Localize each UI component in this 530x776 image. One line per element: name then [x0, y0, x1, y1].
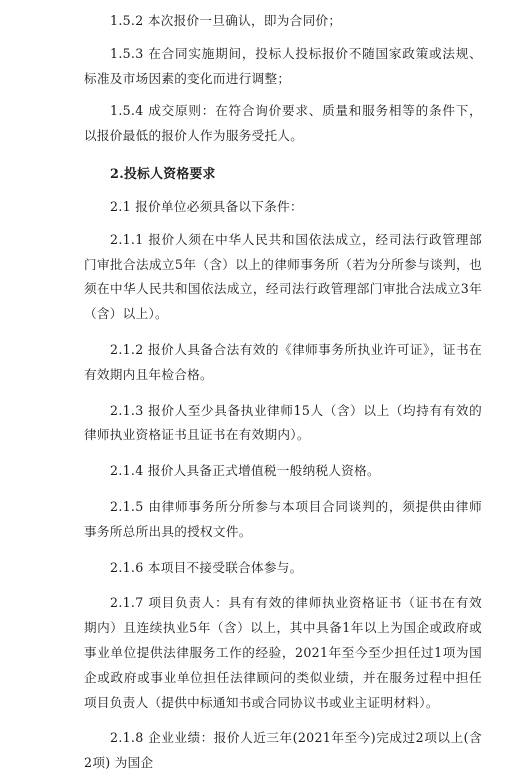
clause-2-1-3: 2.1.3 报价人至少具备执业律师15人（含）以上（均持有有效的律师执业资格证书且证书在有效期内）。 [84, 402, 482, 443]
clause-2-1: 2.1 报价单位必须具备以下条件： [110, 198, 303, 214]
section-heading-qualifications: 2.投标人资格要求 [110, 166, 216, 182]
clause-2-1-1: 2.1.1 报价人须在中华人民共和国依法成立，经司法行政管理部门审批合法成立5年（含）以上的律师事务所（若为分所参与谈判，也须在中华人民共和国依法成立，经司法行政管理部门审批合法成立3年（含）以上）。 [84, 231, 482, 322]
clause-2-1-8: 2.1.8 企业业绩：报价人近三年(2021年至今)完成过2项以上(含2项) 为国企 [84, 730, 482, 771]
clause-1-5-3: 1.5.3 在合同实施期间，投标人投标报价不随国家政策或法规、标准及市场因素的变化而进行调整； [84, 45, 482, 86]
clause-2-1-6: 2.1.6 本项目不接受联合体参与。 [110, 559, 303, 575]
clause-1-5-2: 1.5.2 本次报价一旦确认，即为合同价； [110, 13, 342, 28]
clause-1-5-4: 1.5.4 成交原则：在符合询价要求、质量和服务相等的条件下，以报价最低的报价人作为服务受托人。 [84, 103, 482, 144]
clause-2-1-5: 2.1.5 由律师事务所分所参与本项目合同谈判的，须提供由律师事务所总所出具的授权文件。 [84, 498, 482, 539]
clause-2-1-2: 2.1.2 报价人具备合法有效的《律师事务所执业许可证》，证书在有效期内且年检合格。 [84, 341, 482, 382]
clause-2-1-7: 2.1.7 项目负责人：具有有效的律师执业资格证书（证书在有效期内）且连续执业5年（含）以上，其中具备1年以上为国企或政府或事业单位提供法律服务工作的经验，2021年至今至少担任过1项为国企或政府或事业单位担任法律顾问的类似业绩，并在服务过程中担任项目负责人（提供中标通知书或合同协议书或业主证明材料）。 [84, 595, 482, 710]
clause-2-1-4: 2.1.4 报价人具备正式增值税一般纳税人资格。 [110, 463, 380, 479]
